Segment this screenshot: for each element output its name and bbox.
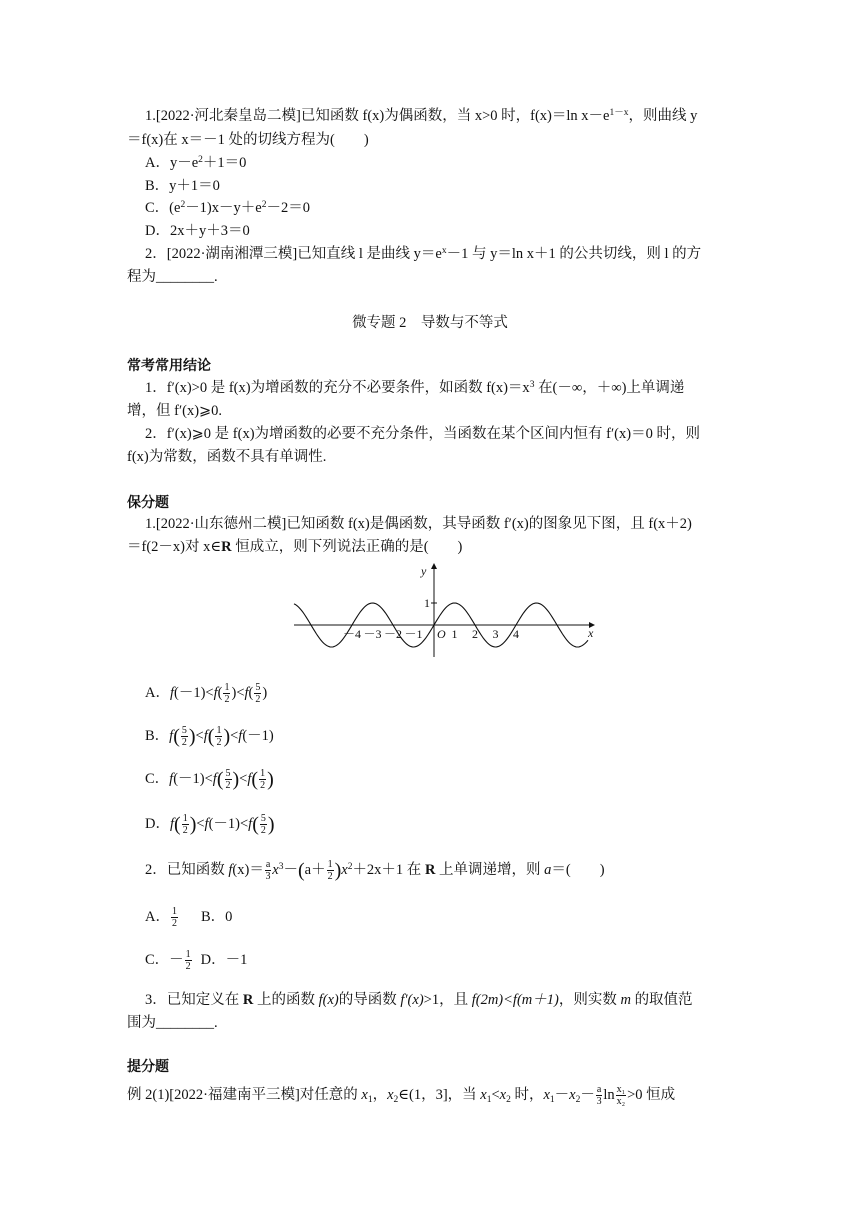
x-tick-label: －4 — [343, 627, 362, 641]
common-p2-line1: 2．f′(x)⩾0 是 f(x)为增函数的必要不充分条件，当函数在某个区间内恒有 f′(x)＝0 时，则 — [145, 426, 700, 442]
x-tick-label: 4 — [513, 627, 519, 641]
basic-q2-line: 2．已知函数 f(x)＝ $\frac{a}{3}$ $x^3-(a+$ $\frac{1}{2}$ )$x^2+2x+1$ 在 R 上单调递增，则 a＝( ) — [145, 859, 605, 883]
q1-line1: 1.[2022·河北秦皇岛二模]已知函数 f(x)为偶函数，当 x>0 时，f(x)＝ln $x-e^{1-x}$，则曲线 y — [145, 108, 698, 124]
q1-line2: ＝f(x)在 x＝－1 处的切线方程为( ) — [127, 132, 369, 148]
q2-line2: 程为________. — [127, 269, 218, 285]
x-axis-label: x — [588, 626, 594, 640]
x-tick-label: －1 — [404, 627, 423, 641]
q1-option-a: A．$y-e^2+1=0$ — [145, 155, 247, 171]
basic-heading: 保分题 — [127, 495, 169, 511]
y-axis-label: y — [421, 564, 427, 578]
common-heading: 常考常用结论 — [127, 358, 211, 374]
basic-q2-options-cd: C．－ $\frac{1}{2}$ D．－1 — [145, 949, 248, 973]
basic-q2-options-ab: A． $\frac{1}{2}$ B．0 — [145, 906, 233, 930]
basic-q1-option-b: B．f( $\frac{5}{2}$ )<f( $\frac{1}{2}$ )<f(－1) — [145, 725, 274, 749]
basic-q1-option-a: A．f(－1)<f( $\frac{1}{2}$ )<f( $\frac{5}{2}$ ) — [145, 682, 268, 706]
common-p1-line1: 1．f′(x)>0 是 f(x)为增函数的充分不必要条件，如函数 $f(x)=x^3$ 在(－∞，＋∞)上单调递 — [145, 380, 685, 396]
x-tick-label: 1 — [451, 627, 458, 641]
basic-q1-line1: 1.[2022·山东德州二模]已知函数 f(x)是偶函数，其导函数 f′(x)的图象见下图，且 f(x＋2) — [145, 516, 692, 532]
basic-q1-line2: ＝f(2－x)对 x∈R 恒成立，则下列说法正确的是( ) — [127, 539, 463, 555]
section-title: 微专题 2 导数与不等式 — [352, 315, 508, 331]
q1-option-d: D．2x＋y＋3＝0 — [145, 223, 250, 239]
derivative-graph — [288, 560, 608, 660]
x-tick-label: 3 — [492, 627, 499, 641]
q2-line1: 2．[2022·湖南湘潭三模]已知直线 l 是曲线 $y=e^x-1$ 与 y＝ln x＋1 的公共切线，则 l 的方 — [145, 246, 702, 262]
common-p1-line2: 增，但 f′(x)⩾0. — [127, 403, 223, 419]
x-tick-label: －3 — [363, 627, 382, 641]
x-tick-label: －2 — [384, 627, 403, 641]
advanced-heading: 提分题 — [127, 1059, 169, 1075]
origin-label: O — [437, 627, 446, 641]
advanced-example-line: 例 2(1)[2022·福建南平三模]对任意的 $x_1$，$x_2\in(1$，3]，当 $x_1<x_2$ 时，$x_1-x_2-$ $\frac{a}{3}$ ln $\frac{\text{x₁}}{\text{x₂}}$ >0 恒成 — [127, 1084, 676, 1108]
basic-q3-line1: 3．已知定义在 R 上的函数 f(x)的导函数 f′(x)>1，且 f(2m)<f(m＋1)，则实数 m 的取值范 — [145, 992, 693, 1008]
q1-option-b: B．y＋1＝0 — [145, 178, 220, 194]
basic-q1-option-d: D．f( $\frac{1}{2}$ )<f(－1)<f( $\frac{5}{2}$ ) — [145, 813, 275, 837]
common-p2-line2: f(x)为常数，函数不具有单调性. — [127, 449, 327, 465]
q1-option-c: C．$(e^2-1)x-y+e^2-2=0$ — [145, 200, 310, 216]
x-tick-label: 2 — [472, 627, 478, 641]
basic-q1-option-c: C．f(－1)<f( $\frac{5}{2}$ )<f( $\frac{1}{2}$ ) — [145, 768, 274, 792]
basic-q3-line2: 围为________. — [127, 1015, 218, 1031]
y-tick-label: 1 — [424, 596, 430, 610]
